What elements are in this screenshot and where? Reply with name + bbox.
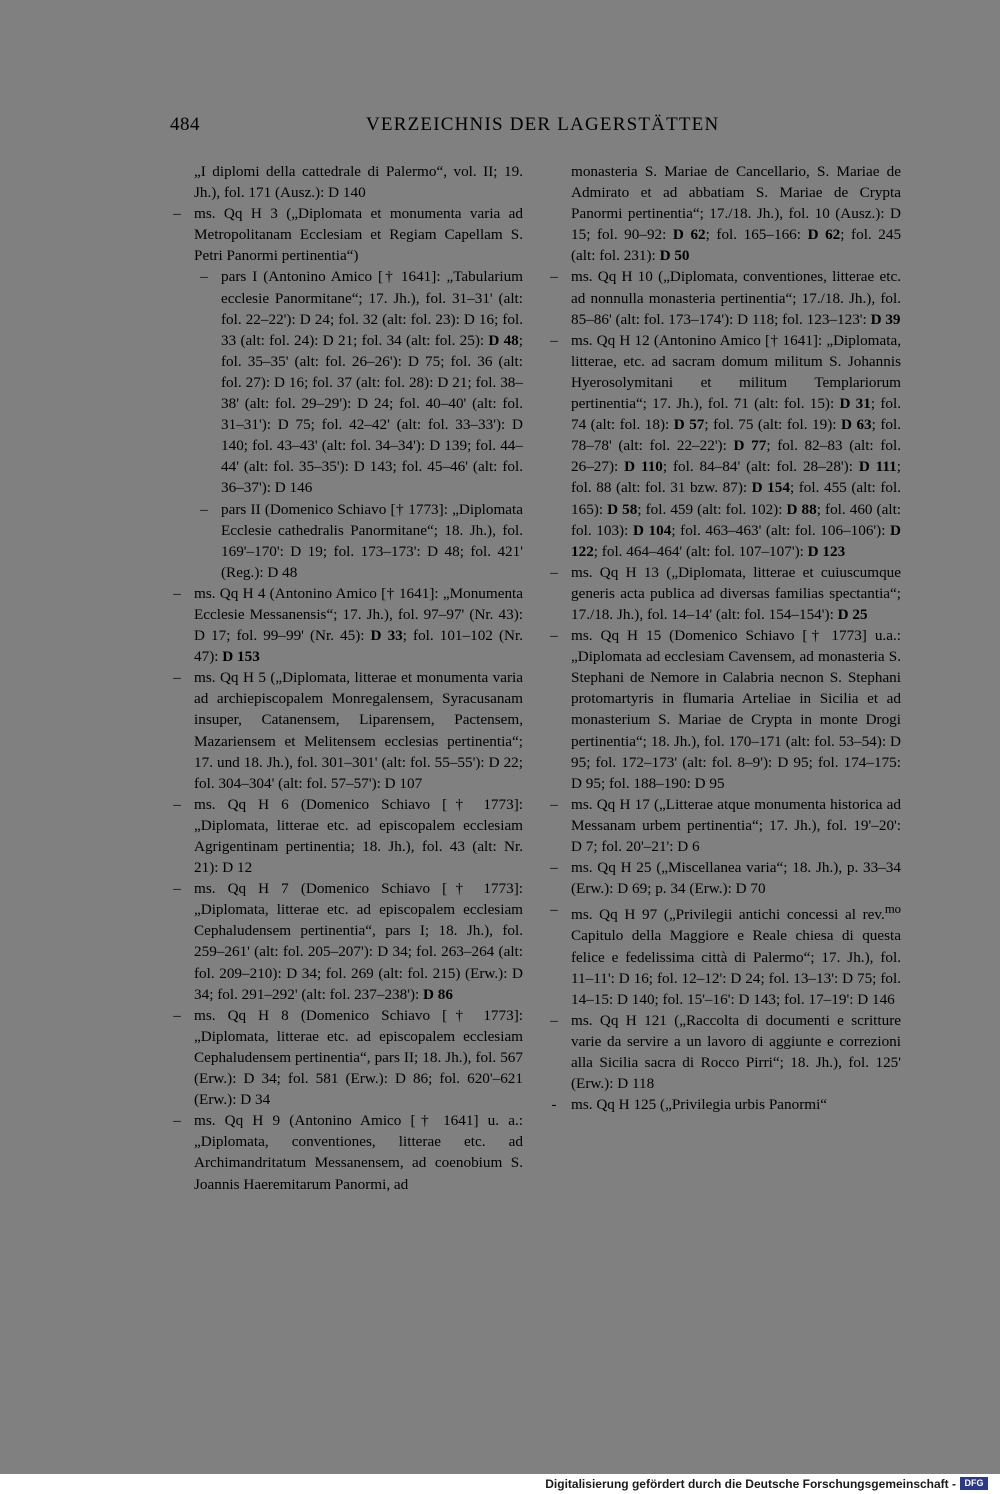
document-reference: D 77 [733,437,767,455]
catalog-entry [547,1010,901,1094]
document-reference: D 88 [786,500,817,518]
catalog-entry [170,1110,523,1194]
entry-text [221,499,523,583]
catalog-entry [547,794,901,857]
entry-dash: – [173,1112,181,1130]
catalog-entry [170,667,523,794]
text-run: ms. Qq H 97 („Privilegii antichi concessi al rev. [571,906,885,924]
text-run: ms. Qq H 3 („Diplomata et monumenta varia ad Metropolitanam Ecclesiam et Regiam Capellam S. Petri Panormi pertinentia“) [194,205,523,265]
text-run: ; fol. 82–83 (alt: fol. 26–27): [571,437,901,476]
entry-text [571,1010,901,1094]
entry-text [194,667,523,794]
text-run: ms. Qq H 17 („Litterae atque monumenta historica ad Messanam urbem pertinentia“; 17. Jh.), fol. 19'–20': D 7; fol. 20'–21': D 6 [571,795,901,855]
page-number: 484 [170,114,200,135]
text-run: ms. Qq H 125 („Privilegia urbis Panormi“ [571,1096,828,1114]
catalog-entry [547,266,901,329]
entry-dash: – [173,584,181,602]
entry-dash: – [550,331,558,349]
right-column [547,161,901,1115]
text-run: ms. Qq H 5 („Diplomata, litterae et monumenta varia ad archiepiscopalem Monregalensem, Syracusanam insuper, Catanensem, Liparensem, Pactensem, Mazariensem et Melitensem ecclesias pertinentia“; 17. und 18. Jh.), fol. 301–301' (alt: fol. 55–55'): D 22; fol. 304–304' (alt: fol. 57–57'): D 107 [194,669,523,792]
catalog-entry [547,1094,901,1115]
entry-dash: - [551,1096,557,1114]
footer-bar [0,1474,1000,1494]
entry-text [194,1005,523,1110]
left-column [170,161,523,1195]
document-reference: D 110 [624,458,663,476]
text-run: ms. Qq H 15 (Domenico Schiavo [† 1773] u.a.: „Diplomata ad ecclesiam Cavensem, ad monasteria S. Stephani de Nemore in Calabria necnon S. Stephani protomartyris in flumaria Arteliae in Sicilia et ad monasterium S. Mariae de Crypta in monte Drogi pertinentia“; 18. Jh.), fol. 170–171 (alt: fol. 53–54): D 95; fol. 172–173' (alt: fol. 8–9'): D 95; fol. 174–175: D 95; fol. 188–190: D 95 [571,627,901,792]
text-run: ; fol. 455 (alt: fol. 165): [571,479,901,518]
catalog-entry [547,625,901,794]
text-run: ; fol. 460 (alt: fol. 103): [571,500,902,539]
text-run: ms. Qq H 13 („Diplomata, litterae et cuiuscumque generis acta publica ad diversas familias spectantia“; 17./18. Jh.), fol. 14–14' (alt: fol. 154–154'): [571,563,901,623]
entry-dash: – [550,1011,558,1029]
entry-dash: – [173,795,181,813]
entry-text [571,794,901,857]
catalog-entry [170,878,523,1005]
entry-text [194,794,523,878]
entry-text [571,899,901,1010]
text-run: ms. Qq H 7 (Domenico Schiavo [† 1773]: „Diplomata, litterae etc. ad episcopalem ecclesiam Cephaludensem pertinentia“, pars I; 18. Jh.), fol. 259–261' (alt: fol. 205–207'): D 34; fol. 263–264 (alt: fol. 209–210): D 34; fol. 269 (alt: fol. 215) (Erw.): D 34; fol. 291–292' (alt: fol. 237–238'): [194,880,523,1003]
text-run: ms. Qq H 8 (Domenico Schiavo [† 1773]: „Diplomata, litterae etc. ad episcopalem ecclesiam Cephaludensem pertinentia“, pars II; 18. Jh.), fol. 567 (Erw.): D 34; fol. 581 (Erw.): D 86; fol. 620'–621 (Erw.): D 34 [194,1006,523,1109]
document-reference: D 62 [672,226,706,244]
entry-dash: – [550,563,558,581]
text-run: ms. Qq H 25 („Miscellanea varia“; 18. Jh.), p. 33–34 (Erw.): D 69; p. 34 (Erw.): D 70 [571,859,901,898]
document-reference: D 123 [807,542,846,560]
entry-text [221,266,523,498]
document-reference: D 62 [807,226,841,244]
document-reference: D 57 [673,416,705,434]
text-run: ms. Qq H 121 („Raccolta di documenti e scritture varie da servire a un lavoro di aggiunte e correzioni alla Sicilia sacra di Rocco Pirri“; 18. Jh.), fol. 125' (Erw.): D 118 [571,1011,901,1093]
continued-entry [170,161,523,203]
document-reference: D 104 [632,521,672,539]
catalog-entry [170,794,523,878]
entry-text [571,266,901,329]
entry-text [571,161,901,266]
entry-dash: – [200,268,208,286]
text-run: pars II (Domenico Schiavo [† 1773]: „Diplomata Ecclesie cathedralis Panormitane“; 18. Jh.), fol. 169'–170': D 19; fol. 173–173': D 48; fol. 421' (Reg.): D 48 [221,500,523,581]
document-reference: D 48 [488,331,519,349]
document-reference: D 86 [423,985,453,1003]
catalog-entry [547,899,901,1010]
continued-entry [547,161,901,266]
document-reference: D 154 [751,479,790,497]
entry-text [194,878,523,1005]
text-run: „I diplomi della cattedrale di Palermo“, vol. II; 19. Jh.), fol. 171 (Ausz.): D 140 [194,163,523,202]
entry-dash: – [550,901,558,919]
text-run: ; fol. 74 (alt: fol. 18): [571,395,901,434]
text-run: Capitulo della Maggiore e Reale chiesa di questa felice e fedelissima città di Palermo“; 17. Jh.), fol. 11–11': D 16; fol. 12–12': D 24; fol. 13–13': D 75; fol. 14–15: D 140; fol. 15'–16': D 143; fol. 17–19': D 146 [571,927,901,1008]
entry-text [571,562,901,625]
text-run: ; fol. 78–78' (alt: fol. 22–22'): [571,416,902,455]
text-run: monasteria S. Mariae de Cancellario, S. Mariae de Admirato et ad abbatiam S. Mariae de Crypta Panormi pertinentia“; 17./18. Jh.), fol. 10 (Ausz.): D 15; fol. 90–92: [571,163,901,244]
sub-entry [170,266,523,498]
document-reference: D 153 [222,648,260,666]
entry-dash: – [550,268,558,286]
document-reference: D 63 [840,416,872,434]
entry-dash: – [173,669,181,687]
text-run: ; fol. 35–35' (alt: fol. 26–26'): D 75; fol. 36 (alt: fol. 27): D 16; fol. 37 (alt: fol. 28): D 21; fol. 38–38' (alt: fol. 29–29'): D 24; fol. 40–40' (alt: fol. 31–31'): D 75; fol. 42–42' (alt: fol. 33–33'): D 140; fol. 43–43' (alt: fol. 34–34'): D 139; fol. 44–44' (alt: fol. 35–35'): D 143; fol. 45–46' (alt: fol. 36–37'): D 146 [221,331,523,497]
catalog-entry [170,1005,523,1110]
text-run: ms. Qq H 4 (Antonino Amico [† 1641]: „Monumenta Ecclesie Messanensis“; 17. Jh.), fol. 97–97' (Nr. 43): D 17; fol. 99–99' (Nr. 45): [194,584,523,645]
document-reference: D 33 [370,627,403,645]
entry-text [194,1110,523,1194]
running-title: VERZEICHNIS DER LAGERSTÄTTEN [366,114,720,135]
text-run: ms. Qq H 9 (Antonino Amico [† 1641] u. a.: „Diplomata, conventiones, litterae etc. ad Archimandritatum Messanensem, ad coenobium S. Joannis Haeremitarum Panormi, ad [194,1112,523,1193]
entry-text [571,1094,901,1115]
entry-dash: – [173,205,181,223]
entry-dash: – [200,500,208,518]
document-reference: D 31 [839,395,871,413]
entry-dash: – [550,859,558,877]
text-run: ms. Qq H 12 (Antonino Amico [† 1641]: „Diplomata, litterae, etc. ad sacram domum militum S. Johannis Hyerosolymitani et militum Templariorum pertinentia“; 17. Jh.), fol. 71 (alt: fol. 15): [571,331,901,413]
text-run: ; fol. 75 (alt: fol. 19): [704,416,841,434]
text-run: ms. Qq H 6 (Domenico Schiavo [† 1773]: „Diplomata, litterae etc. ad episcopalem ecclesiam Agrigentinam pertinentia; 18. Jh.), fol. 43 (alt: Nr. 21): D 12 [194,795,523,877]
text-run: ms. Qq H 10 („Diplomata, conventiones, litterae etc. ad nonnulla monasteria pertinentia“; 17./18. Jh.), fol. 85–86' (alt: fol. 173–174'): D 118; fol. 123–123': [571,268,901,328]
catalog-entry [170,203,523,266]
document-reference: D 122 [571,521,902,560]
catalog-entry [547,330,901,562]
entry-dash: – [173,880,181,898]
superscript: mo [884,902,901,917]
text-run: pars I (Antonino Amico [† 1641]: „Tabularium ecclesie Panormitane“; 17. Jh.), fol. 31–31' (alt: fol. 22–22'): D 24; fol. 32 (alt: fol. 23): D 16; fol. 33 (alt: fol. 24): D 21; fol. 34 (alt: fol. 25): [221,268,523,349]
entry-text [194,583,523,667]
text-run: ; fol. 464–464' (alt: fol. 107–107'): [593,542,808,560]
entry-dash: – [550,795,558,813]
document-reference: D 111 [858,458,897,476]
text-run: ; fol. 84–84' (alt: fol. 28–28'): [662,458,859,476]
dfg-logo: DFG [960,1477,988,1490]
entry-text [194,161,523,203]
entry-dash: – [550,627,558,645]
document-reference: D 39 [870,310,901,328]
document-reference: D 25 [837,605,868,623]
text-run: ; fol. 459 (alt: fol. 102): [637,500,787,518]
document-reference: D 58 [607,500,638,518]
entry-text [571,625,901,794]
running-header [170,114,902,142]
entry-text [571,857,901,899]
text-run: ; fol. 101–102 (Nr. 47): [194,627,523,666]
sub-entry [170,499,523,583]
text-run: ; fol. 245 (alt: fol. 231): [571,226,902,265]
entry-text [571,330,901,562]
entry-dash: – [173,1006,181,1024]
catalog-entry [547,562,901,625]
catalog-entry [170,583,523,667]
text-run: ; fol. 165–166: [705,226,808,244]
document-reference: D 50 [659,247,690,265]
entry-text [194,203,523,266]
text-run: ; fol. 88 (alt: fol. 31 bzw. 87): [571,458,902,497]
catalog-entry [547,857,901,899]
text-run: ; fol. 463–463' (alt: fol. 106–106'): [671,521,891,539]
footer-credit: Digitalisierung gefördert durch die Deutsche Forschungsgemeinschaft - [545,1477,956,1491]
